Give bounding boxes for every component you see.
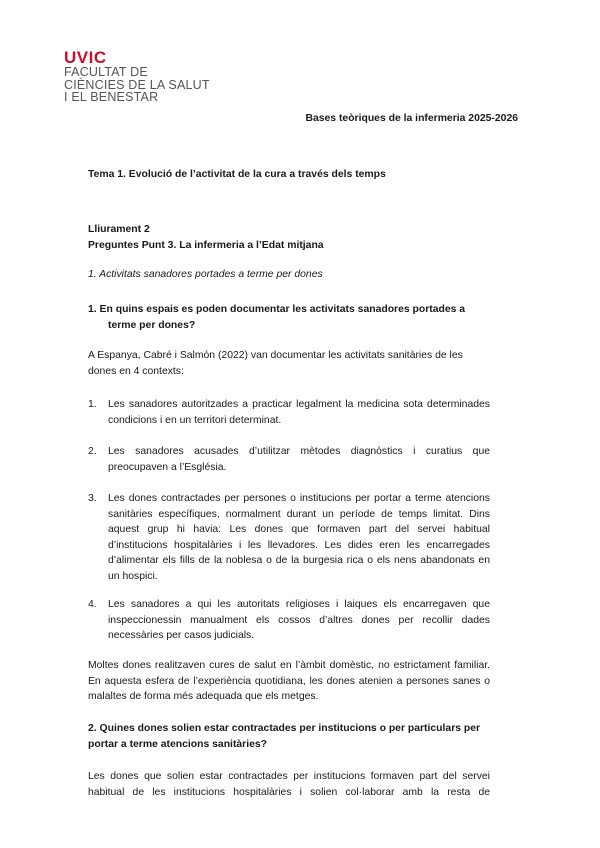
intro-paragraph: A Espanya, Cabré i Salmón (2022) van documentar les activitats sanitàries de les dones en 4 contexts: [88,350,463,377]
list-item-text: Les dones contractades per persones o institucions per portar a terme atencions sanitàries específiques, normalment durant un període de temps limitat. Dins aquest grup hi havia: Les dones que formaven part del servei habitual d’institucions hospitalàries i les llevadores. Les dides eren les encarregades d’alimentar els fills de la noblesa o de la burgesia rica o els nens abandonats en un hospici. [108,493,490,582]
delivery-label: Lliurament 2 [88,224,150,235]
logo-line-2: CIÈNCIES DE LA SALUT [64,77,210,92]
list-item-number: 3. [88,493,97,504]
list-item-number: 1. [88,399,97,410]
answer-paragraph: Les dones que solien estar contractades per institucions formaven part del servei habitual de les institucions hospitalàries i solien col·laborar amb la resta de [88,771,490,798]
logo-line-1: FACULTAT DE [64,65,148,79]
topic-title: Tema 1. Evolució de l’activitat de la cura a través dels temps [88,169,386,180]
faculty-logo [64,50,210,104]
list-item-text: Les sanadores acusades d’utilitzar mètodes diagnòstics i curatius que preocupaven a l’Església. [108,446,490,473]
list-item [88,397,490,428]
list-item-text: Les sanadores autoritzades a practicar legalment la medicina sota determinades condicions i en un territori determinat. [108,399,490,426]
questions-heading: Preguntes Punt 3. La infermeria a l’Edat mitjana [88,240,324,251]
question-1-text: 1. En quins espais es poden documentar les activitats sanadores portades a terme per dones? [88,304,466,331]
list-item-number: 2. [88,446,97,457]
course-title: Bases teòriques de la infermeria 2025-2026 [305,113,518,124]
list-item-number: 4. [88,599,97,610]
logo-line-3: I EL BENESTAR [64,90,159,104]
question-1 [88,302,468,333]
logo-brand: UVIC [64,48,107,67]
list-item [88,491,490,585]
domestic-care-paragraph: Moltes dones realitzaven cures de salut en l’àmbit domèstic, no estrictament familiar. En aquesta esfera de l’experiència quotidiana, les dones atenien a persones sanes o malaltes de forma més adequada que els metges. [88,660,490,703]
list-item-text: Les sanadores a qui les autoritats religioses i laiques els encarregaven que inspeccionessin manualment els cossos d’altres dones per recollir dades necessàries per casos judicials. [108,599,490,642]
section-heading: 1. Activitats sanadores portades a terme per dones [88,269,323,280]
list-item [88,444,490,475]
question-2: 2. Quines dones solien estar contractades per institucions o per particulars per portar a terme atencions sanitàries? [88,723,481,750]
list-item [88,597,490,644]
